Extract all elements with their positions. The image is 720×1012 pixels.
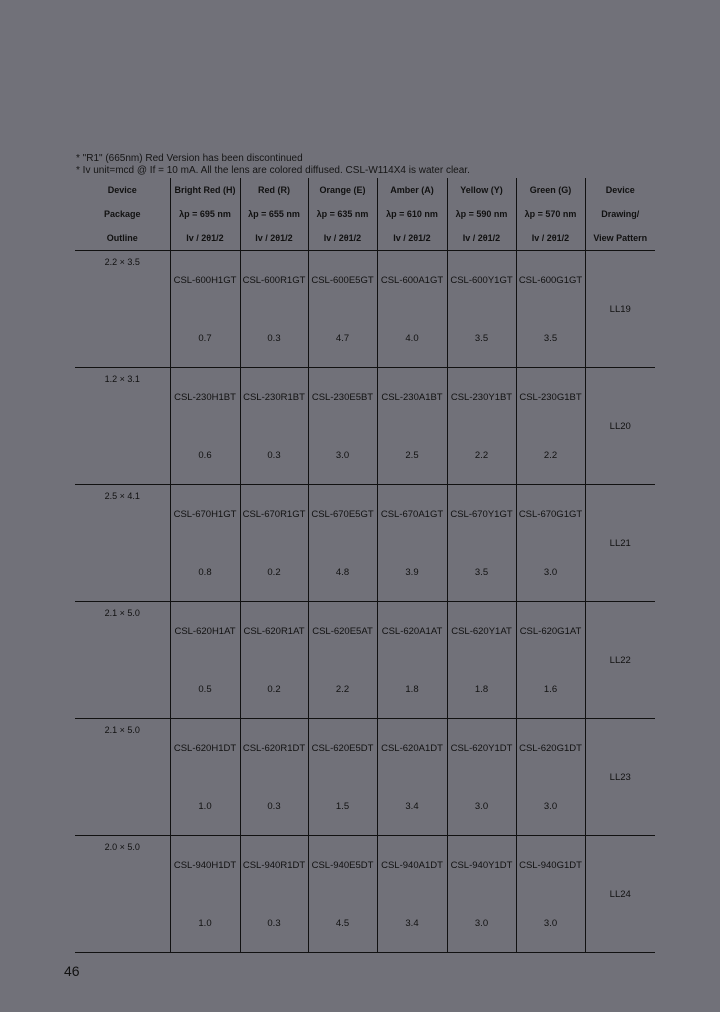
part-number: CSL-620G1DT [516,719,585,778]
header-cell: Iv / 2θ1/2 [377,226,447,251]
iv-value: 0.8 [170,543,240,602]
header-cell: Device [107,185,137,195]
iv-value: 2.2 [447,426,516,485]
part-number: CSL-600G1GT [516,251,585,310]
table-row [75,251,655,310]
iv-value: 3.0 [516,894,585,953]
part-number: CSL-620A1AT [377,602,447,661]
part-number: CSL-940H1DT [170,836,240,895]
part-number: CSL-600R1GT [240,251,308,310]
package-size: 2.0 × 5.0 [75,836,170,953]
note-discontinued: * "R1" (665nm) Red Version has been discontinued [76,153,303,164]
part-number: CSL-620E5AT [308,602,377,661]
drawing-ref: LL24 [585,836,655,953]
header-cell: Yellow (Y) [447,178,516,202]
drawing-ref: LL21 [585,485,655,602]
iv-value: 3.5 [447,543,516,602]
iv-value: 3.0 [447,777,516,836]
header-cell: λp = 610 nm [377,202,447,226]
iv-value: 2.5 [377,426,447,485]
iv-value: 2.2 [308,660,377,719]
iv-value: 3.5 [516,309,585,368]
part-number: CSL-600Y1GT [447,251,516,310]
header-row [75,178,655,202]
drawing-ref: LL22 [585,602,655,719]
part-number: CSL-940R1DT [240,836,308,895]
header-cell: Iv / 2θ1/2 [447,226,516,251]
header-cell: Iv / 2θ1/2 [516,226,585,251]
part-number: CSL-940E5DT [308,836,377,895]
iv-value: 0.7 [170,309,240,368]
drawing-ref: LL23 [585,719,655,836]
iv-value: 0.3 [240,894,308,953]
part-number: CSL-620Y1AT [447,602,516,661]
package-size: 2.2 × 3.5 [75,251,170,368]
header-cell: Bright Red (H) [170,178,240,202]
iv-value: 0.6 [170,426,240,485]
part-number: CSL-620E5DT [308,719,377,778]
part-number: CSL-230R1BT [240,368,308,427]
header-row [75,202,655,226]
header-cell: Green (G) [516,178,585,202]
header-cell: Drawing/ [585,202,655,226]
iv-value: 1.5 [308,777,377,836]
iv-value: 3.4 [377,777,447,836]
iv-value: 3.5 [447,309,516,368]
page-number: 46 [64,963,80,979]
iv-value: 0.2 [240,543,308,602]
header-cell: Iv / 2θ1/2 [308,226,377,251]
part-number: CSL-230E5BT [308,368,377,427]
header-cell: Red (R) [240,178,308,202]
iv-value: 2.2 [516,426,585,485]
iv-value: 1.0 [170,777,240,836]
iv-value: 1.6 [516,660,585,719]
header-cell: λp = 695 nm [170,202,240,226]
part-number: CSL-620R1DT [240,719,308,778]
part-number: CSL-600A1GT [377,251,447,310]
header-row [75,226,655,251]
iv-value: 4.0 [377,309,447,368]
drawing-ref: LL19 [585,251,655,368]
part-number: CSL-620A1DT [377,719,447,778]
iv-value: 0.3 [240,777,308,836]
package-size: 1.2 × 3.1 [75,368,170,485]
header-cell: Orange (E) [308,178,377,202]
part-number: CSL-620H1AT [170,602,240,661]
part-number: CSL-620Y1DT [447,719,516,778]
iv-value: 4.8 [308,543,377,602]
part-number: CSL-670H1GT [170,485,240,544]
part-number: CSL-230A1BT [377,368,447,427]
iv-value: 1.8 [377,660,447,719]
header-cell: Outline [75,226,170,251]
part-number: CSL-600H1GT [170,251,240,310]
iv-value: 3.0 [447,894,516,953]
table-row [75,836,655,895]
iv-value: 1.8 [447,660,516,719]
package-size: 2.5 × 4.1 [75,485,170,602]
notes [76,153,470,177]
header-cell: View Pattern [585,226,655,251]
part-number: CSL-940Y1DT [447,836,516,895]
header-cell: λp = 590 nm [447,202,516,226]
part-number: CSL-670A1GT [377,485,447,544]
part-number: CSL-620H1DT [170,719,240,778]
note-units: * Iv unit=mcd @ If = 10 mA. All the lens are colored diffused. CSL-W114X4 is water clear. [76,165,470,176]
header-cell: λp = 635 nm [308,202,377,226]
iv-value: 3.9 [377,543,447,602]
part-number: CSL-230H1BT [170,368,240,427]
table-row [75,368,655,427]
part-number: CSL-670Y1GT [447,485,516,544]
part-number: CSL-620G1AT [516,602,585,661]
table-row [75,719,655,778]
part-number: CSL-670G1GT [516,485,585,544]
header-cell: Package [103,209,141,219]
header-cell: λp = 655 nm [240,202,308,226]
iv-value: 4.7 [308,309,377,368]
package-size: 2.1 × 5.0 [75,719,170,836]
header-cell: Device [585,178,655,202]
iv-value: 1.0 [170,894,240,953]
drawing-ref: LL20 [585,368,655,485]
iv-value: 4.5 [308,894,377,953]
header-cell: Iv / 2θ1/2 [240,226,308,251]
iv-value: 0.3 [240,426,308,485]
header-cell: λp = 570 nm [516,202,585,226]
package-size: 2.1 × 5.0 [75,602,170,719]
iv-value: 0.2 [240,660,308,719]
part-number: CSL-600E5GT [308,251,377,310]
table-row [75,485,655,544]
part-number: CSL-230Y1BT [447,368,516,427]
part-number: CSL-230G1BT [516,368,585,427]
part-number: CSL-940A1DT [377,836,447,895]
iv-value: 3.0 [516,777,585,836]
part-number: CSL-670R1GT [240,485,308,544]
iv-value: 0.5 [170,660,240,719]
part-number: CSL-620R1AT [240,602,308,661]
iv-value: 0.3 [240,309,308,368]
led-spec-table [75,178,655,953]
iv-value: 3.0 [308,426,377,485]
part-number: CSL-670E5GT [308,485,377,544]
table-row [75,602,655,661]
part-number: CSL-940G1DT [516,836,585,895]
header-cell: Iv / 2θ1/2 [170,226,240,251]
iv-value: 3.0 [516,543,585,602]
iv-value: 3.4 [377,894,447,953]
header-cell: Amber (A) [377,178,447,202]
